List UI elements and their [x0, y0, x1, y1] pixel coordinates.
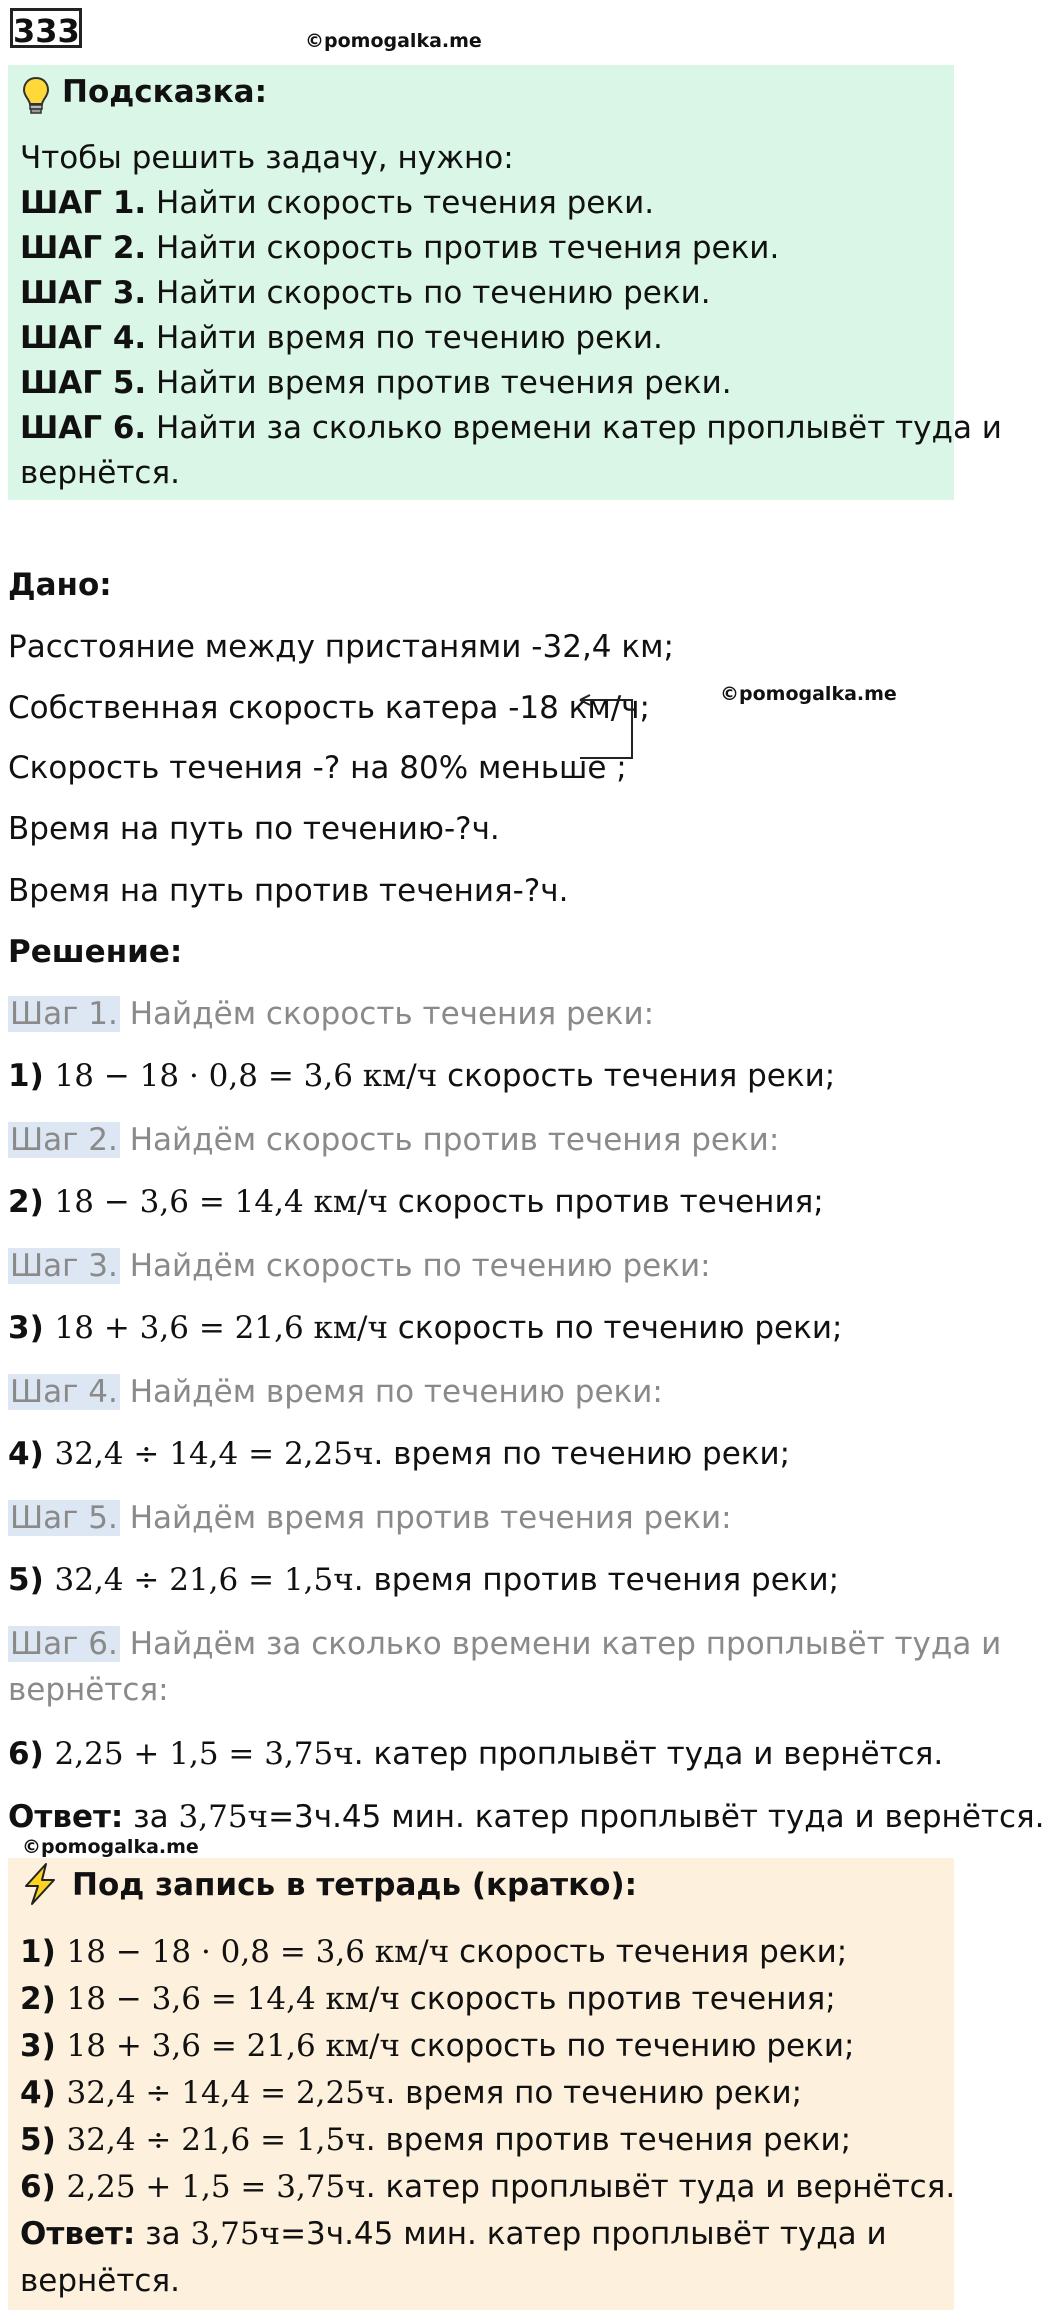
- calc-number: 6): [8, 1736, 55, 1772]
- hint-title: Подсказка:: [62, 74, 267, 110]
- calc-number: 2): [20, 1981, 67, 2017]
- step-title: Найдём время против течения реки:: [119, 1500, 732, 1536]
- calc-text: скорость против течения;: [387, 1184, 824, 1220]
- watermark: ©pomogalka.me: [720, 683, 897, 705]
- calc-text: . катер проплывёт туда и вернётся.: [365, 2169, 956, 2205]
- hint-step-text: Найти время по течению реки.: [146, 320, 663, 356]
- hint-step-2: [20, 228, 779, 268]
- hint-step-text: Найти скорость течения реки.: [146, 185, 655, 221]
- step-label: Шаг 5.: [10, 1500, 118, 1536]
- calc-math: 18 − 18 · 0,8 = 3,6 км/ч: [66, 1934, 450, 1970]
- step-title: Найдём скорость по течению реки:: [119, 1248, 711, 1284]
- calc-math: 32,4 ÷ 21,6 = 1,5ч: [66, 2122, 366, 2158]
- answer-pre: за: [123, 1799, 179, 1835]
- answer-label: Ответ:: [20, 2216, 136, 2252]
- given-line-2: Собственная скорость катера -18 км/ч;: [8, 690, 650, 726]
- hint-step-text: Найти за сколько времени катер проплывёт туда и: [146, 410, 1002, 446]
- step-title: Найдём скорость течения реки:: [119, 996, 655, 1032]
- calc-number: 3): [20, 2028, 67, 2064]
- solution-step-6-calc: [8, 1734, 943, 1774]
- calc-text: скорость по течению реки;: [399, 2028, 855, 2064]
- answer-math: 3,75ч: [178, 1799, 269, 1835]
- calc-math: 32,4 ÷ 21,6 = 1,5ч: [54, 1562, 354, 1598]
- solution-title: Решение:: [8, 934, 183, 970]
- calc-math: 2,25 + 1,5 = 3,75ч: [54, 1736, 354, 1772]
- calc-math: 18 − 3,6 = 14,4 км/ч: [54, 1184, 388, 1220]
- step-label: Шаг 4.: [10, 1374, 118, 1410]
- answer-text: =3ч.45 мин. катер проплывёт туда и: [280, 2216, 887, 2252]
- calc-number: 4): [20, 2075, 67, 2111]
- answer-text: =3ч.45 мин. катер проплывёт туда и вернётся.: [268, 1799, 1045, 1835]
- answer-math: 3,75ч: [190, 2216, 281, 2252]
- notebook-answer-cont: вернётся.: [20, 2263, 180, 2299]
- notebook-line-2: [20, 1979, 836, 2019]
- calc-number: 2): [8, 1184, 55, 1220]
- step-label: Шаг 6.: [10, 1626, 118, 1662]
- hint-step-label: ШАГ 6.: [20, 410, 147, 446]
- hint-step-label: ШАГ 1.: [20, 185, 147, 221]
- hint-step-text: Найти скорость по течению реки.: [146, 275, 711, 311]
- given-line-3: Скорость течения -? на 80% меньше ;: [8, 750, 627, 786]
- calc-text: скорость течения реки;: [437, 1058, 836, 1094]
- calc-number: 1): [20, 1934, 67, 1970]
- hint-step-label: ШАГ 3.: [20, 275, 147, 311]
- calc-text: . время по течению реки;: [385, 2075, 803, 2111]
- hint-step-1: [20, 183, 654, 223]
- calc-text: . время против течения реки;: [353, 1562, 840, 1598]
- calc-math: 2,25 + 1,5 = 3,75ч: [66, 2169, 366, 2205]
- calc-number: 1): [8, 1058, 55, 1094]
- given-line-1: Расстояние между пристанями -32,4 км;: [8, 629, 674, 665]
- solution-step-1-title: [8, 994, 654, 1034]
- lightbulb-icon: [22, 76, 50, 116]
- lightning-icon: [18, 1862, 62, 1906]
- notebook-line-1: [20, 1932, 847, 1972]
- answer-label: Ответ:: [8, 1799, 124, 1835]
- step-title: Найдём скорость против течения реки:: [119, 1122, 780, 1158]
- step-label: Шаг 3.: [10, 1248, 118, 1284]
- given-title: Дано:: [8, 567, 112, 603]
- hint-step-label: ШАГ 4.: [20, 320, 147, 356]
- solution-step-6-title: [8, 1624, 1001, 1664]
- solution-answer: [8, 1797, 1045, 1837]
- step-title: Найдём за сколько времени катер проплывёт туда и: [119, 1626, 1002, 1662]
- hint-step-label: ШАГ 2.: [20, 230, 147, 266]
- hint-step-3: [20, 273, 711, 313]
- calc-number: 5): [8, 1562, 55, 1598]
- watermark: ©pomogalka.me: [305, 30, 482, 52]
- hint-intro: Чтобы решить задачу, нужно:: [20, 140, 514, 176]
- calc-math: 18 + 3,6 = 21,6 км/ч: [54, 1310, 388, 1346]
- given-line-4: Время на путь по течению-?ч.: [8, 811, 500, 847]
- hint-step-6-cont: вернётся.: [20, 455, 180, 491]
- solution-step-4-title: [8, 1372, 663, 1412]
- step-label: Шаг 1.: [10, 996, 118, 1032]
- hint-step-4: [20, 318, 663, 358]
- solution-step-1-calc: [8, 1056, 835, 1096]
- calc-math: 18 + 3,6 = 21,6 км/ч: [66, 2028, 400, 2064]
- solution-step-3-title: [8, 1246, 711, 1286]
- notebook-line-5: [20, 2120, 851, 2160]
- calc-number: 3): [8, 1310, 55, 1346]
- calc-number: 5): [20, 2122, 67, 2158]
- hint-step-text: Найти время против течения реки.: [146, 365, 732, 401]
- calc-number: 4): [8, 1436, 55, 1472]
- notebook-title: Под запись в тетрадь (кратко):: [72, 1867, 638, 1903]
- calc-math: 18 − 3,6 = 14,4 км/ч: [66, 1981, 400, 2017]
- watermark: ©pomogalka.me: [22, 1836, 199, 1858]
- solution-step-3-calc: [8, 1308, 842, 1348]
- notebook-line-6: [20, 2167, 955, 2207]
- solution-step-6-title-cont: вернётся:: [8, 1672, 169, 1708]
- hint-step-text: Найти скорость против течения реки.: [146, 230, 780, 266]
- solution-step-5-title: [8, 1498, 732, 1538]
- task-number: 333: [10, 8, 82, 48]
- solution-step-2-title: [8, 1120, 779, 1160]
- solution-step-4-calc: [8, 1434, 790, 1474]
- solution-step-2-calc: [8, 1182, 824, 1222]
- notebook-answer: [20, 2214, 887, 2254]
- hint-step-6: [20, 408, 1002, 448]
- step-title: Найдём время по течению реки:: [119, 1374, 663, 1410]
- calc-number: 6): [20, 2169, 67, 2205]
- given-line-5: Время на путь против течения-?ч.: [8, 873, 569, 909]
- calc-text: скорость против течения;: [399, 1981, 836, 2017]
- calc-math: 32,4 ÷ 14,4 = 2,25ч: [54, 1436, 374, 1472]
- notebook-line-3: [20, 2026, 854, 2066]
- calc-math: 18 − 18 · 0,8 = 3,6 км/ч: [54, 1058, 438, 1094]
- calc-math: 32,4 ÷ 14,4 = 2,25ч: [66, 2075, 386, 2111]
- hint-step-5: [20, 363, 732, 403]
- calc-text: . время по течению реки;: [373, 1436, 791, 1472]
- calc-text: . катер проплывёт туда и вернётся.: [353, 1736, 944, 1772]
- step-label: Шаг 2.: [10, 1122, 118, 1158]
- calc-text: . время против течения реки;: [365, 2122, 852, 2158]
- calc-text: скорость по течению реки;: [387, 1310, 843, 1346]
- hint-step-label: ШАГ 5.: [20, 365, 147, 401]
- solution-step-5-calc: [8, 1560, 839, 1600]
- notebook-line-4: [20, 2073, 802, 2113]
- answer-pre: за: [135, 2216, 191, 2252]
- calc-text: скорость течения реки;: [449, 1934, 848, 1970]
